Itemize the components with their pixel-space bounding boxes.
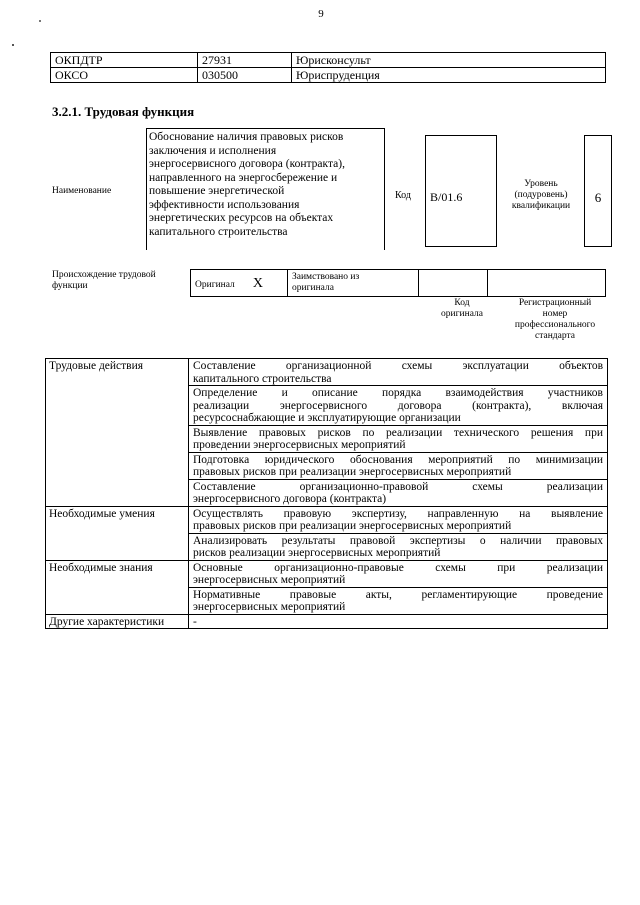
labor-action-cell bbox=[189, 425, 608, 452]
labor-actions-label: Трудовые действия bbox=[46, 359, 189, 507]
name-line: заключения и исполнения bbox=[149, 144, 277, 157]
table-row bbox=[191, 270, 606, 297]
qualification-level-box bbox=[584, 135, 612, 247]
other-value: - bbox=[189, 614, 608, 629]
code-original-line: Код bbox=[454, 298, 470, 308]
function-code: B/01.6 bbox=[430, 190, 463, 204]
function-code-box bbox=[425, 135, 497, 247]
text-line: ресурсоснабжающие и эксплуатирующие организации bbox=[193, 412, 461, 424]
text-line: Выявление правовых рисков по реализации технического решения при bbox=[193, 426, 603, 439]
original-cell bbox=[191, 270, 288, 297]
borrowed-label-line: Заимствовано из bbox=[292, 272, 360, 282]
name-line: эффективности использования bbox=[149, 198, 300, 211]
name-line: капитального строительства bbox=[149, 225, 288, 238]
name-label: Наименование bbox=[52, 186, 112, 196]
reg-number-line: номер bbox=[542, 309, 568, 319]
origin-table bbox=[190, 269, 606, 297]
code-name-cell: ОКСО bbox=[51, 68, 198, 83]
borrowed-label-line: оригинала bbox=[292, 283, 334, 293]
other-label: Другие характеристики bbox=[46, 614, 189, 629]
text-line: энергосервисных мероприятий bbox=[193, 601, 346, 613]
text-line: проведении энергосервисных мероприятий bbox=[193, 439, 406, 451]
function-name-box bbox=[146, 128, 385, 250]
classifier-codes-table bbox=[50, 52, 606, 83]
text-line: рисков реализации энергосервисных мероприятий bbox=[193, 547, 441, 559]
level-label-line: Уровень bbox=[524, 179, 558, 189]
reg-number-cell bbox=[488, 270, 606, 297]
level-label bbox=[500, 179, 582, 212]
scan-speck bbox=[39, 20, 41, 22]
section-heading: 3.2.1. Трудовая функция bbox=[52, 104, 195, 119]
text-line: реализации энергосервисного договора (контракта), включая bbox=[193, 399, 603, 412]
page-number: 9 bbox=[318, 8, 324, 20]
text-line: энергосервисного договора (контракта) bbox=[193, 493, 387, 505]
table-row bbox=[51, 68, 606, 83]
text-line: правовых рисков при реализации энергосервисных мероприятий bbox=[193, 466, 512, 478]
name-line: направленного на энергосбережение и bbox=[149, 171, 338, 184]
text-line: Основные организационно-правовые схемы при реализации bbox=[193, 561, 603, 574]
text-line: Осуществлять правовую экспертизу, направленную на выявление bbox=[193, 507, 603, 520]
reg-number-line: стандарта bbox=[535, 331, 575, 341]
text-line: капитального строительства bbox=[193, 372, 332, 385]
text-line: Нормативные правовые акты, регламентирующие проведение bbox=[193, 588, 603, 601]
text-line: правовых рисков при реализации энергосервисных мероприятий bbox=[193, 520, 512, 532]
text-line: Составление организационно-правовой схемы реализации bbox=[193, 480, 603, 493]
name-line: энергетических ресурсов на объектах bbox=[149, 212, 334, 224]
text-line: энергосервисных мероприятий bbox=[193, 574, 346, 586]
origin-label-line: Происхождение трудовой bbox=[52, 270, 156, 280]
code-label: Код bbox=[395, 190, 411, 201]
name-line: Обоснование наличия правовых рисков bbox=[149, 131, 344, 143]
code-original-line: оригинала bbox=[441, 309, 483, 319]
table-row bbox=[51, 53, 606, 68]
reg-number-line: Регистрационный bbox=[518, 298, 592, 308]
labor-action-cell bbox=[189, 479, 608, 506]
table-row bbox=[46, 560, 608, 587]
level-label-line: (подуровень) bbox=[514, 190, 568, 200]
code-original-cell bbox=[419, 270, 488, 297]
labor-action-cell bbox=[189, 386, 608, 426]
table-row bbox=[46, 614, 608, 629]
code-cell: 27931 bbox=[198, 53, 292, 68]
table-row bbox=[46, 506, 608, 533]
skills-label: Необходимые умения bbox=[46, 506, 189, 560]
original-label: Оригинал bbox=[195, 280, 235, 290]
text-line: Подготовка юридического обоснования мероприятий по минимизации bbox=[193, 453, 603, 466]
name-line: повышение энергетической bbox=[149, 185, 285, 197]
title-cell: Юриспруденция bbox=[292, 68, 606, 83]
skill-cell bbox=[189, 506, 608, 533]
title-cell: Юрисконсульт bbox=[292, 53, 606, 68]
reg-number-line: профессионального bbox=[514, 320, 596, 330]
text-line: Определение и описание порядка взаимодействия участников bbox=[193, 387, 603, 399]
code-cell: 030500 bbox=[198, 68, 292, 83]
origin-label-line: функции bbox=[52, 281, 88, 291]
qualification-level: 6 bbox=[594, 190, 602, 205]
text-line: Анализировать результаты правовой экспертизы о наличии правовых bbox=[193, 534, 603, 547]
borrowed-cell bbox=[288, 270, 419, 297]
name-line: энергосервисного договора (контракта), bbox=[149, 158, 345, 170]
original-mark: X bbox=[252, 276, 263, 291]
labor-action-cell bbox=[189, 359, 608, 386]
table-row bbox=[46, 359, 608, 386]
knowledge-cell bbox=[189, 587, 608, 614]
scan-speck bbox=[12, 44, 14, 46]
reg-number-label bbox=[500, 298, 610, 342]
text-line: Составление организационной схемы эксплуатации объектов bbox=[193, 360, 603, 372]
code-name-cell: ОКПДТР bbox=[51, 53, 198, 68]
level-label-line: квалификации bbox=[511, 201, 571, 211]
knowledge-label: Необходимые знания bbox=[46, 560, 189, 614]
origin-label bbox=[52, 270, 180, 292]
function-details-table bbox=[45, 358, 608, 629]
code-original-label bbox=[428, 298, 496, 320]
labor-action-cell bbox=[189, 452, 608, 479]
skill-cell bbox=[189, 533, 608, 560]
knowledge-cell bbox=[189, 560, 608, 587]
